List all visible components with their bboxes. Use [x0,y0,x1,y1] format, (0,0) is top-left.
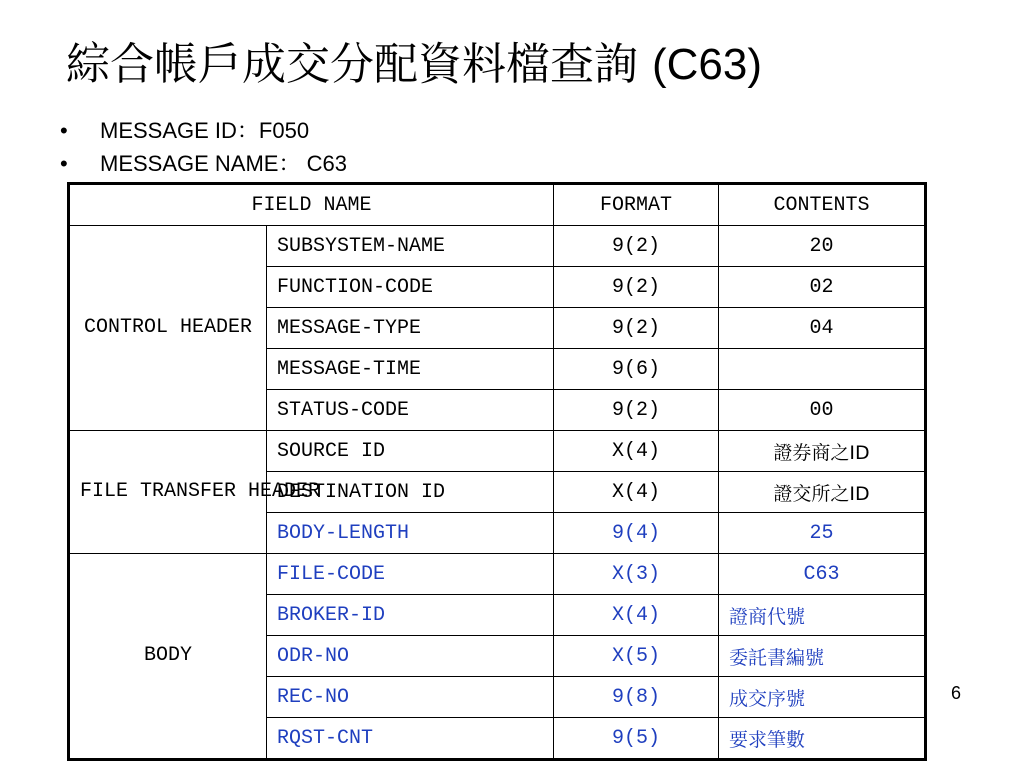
bullet-icon: • [60,118,68,143]
table-row [69,554,926,595]
contents-cell: 04 [719,308,926,349]
contents-cell: 成交序號 [719,677,926,718]
header-format: FORMAT [554,184,719,226]
group-control-header: CONTROL HEADER [69,226,267,431]
field-name-cell: REC-NO [267,677,554,718]
format-cell: X(4) [554,472,719,513]
field-name-cell: BROKER-ID [267,595,554,636]
format-cell: 9(8) [554,677,719,718]
slide-title [66,30,762,100]
contents-cell [719,349,926,390]
contents-cell: 20 [719,226,926,267]
field-name-cell: BODY-LENGTH [267,513,554,554]
format-cell: X(4) [554,595,719,636]
format-cell: 9(2) [554,390,719,431]
bullet-icon: • [60,151,68,176]
header-field-name: FIELD NAME [69,184,554,226]
contents-cell: 證券商之ID [719,431,926,472]
bullet-text: MESSAGE NAME： C63 [100,151,347,176]
format-cell: 9(4) [554,513,719,554]
contents-cell: 委託書編號 [719,636,926,677]
field-name-cell: FILE-CODE [267,554,554,595]
field-name-cell: FUNCTION-CODE [267,267,554,308]
field-name-cell: DESTINATION ID [267,472,554,513]
format-cell: 9(2) [554,308,719,349]
header-contents: CONTENTS [719,184,926,226]
contents-cell: 00 [719,390,926,431]
page-number: 6 [951,683,962,703]
group-body: BODY [69,554,267,760]
table-row [69,226,926,267]
format-cell: X(4) [554,431,719,472]
format-cell: 9(2) [554,267,719,308]
format-cell: 9(2) [554,226,719,267]
field-name-cell: RQST-CNT [267,718,554,760]
title-code: (C63) [652,40,763,89]
table-row [69,431,926,472]
contents-cell: 02 [719,267,926,308]
title-text: 綜合帳戶成交分配資料檔查詢 [66,39,638,90]
contents-cell: 證交所之ID [719,472,926,513]
contents-cell: 證商代號 [719,595,926,636]
message-format-table [67,182,927,761]
field-name-cell: STATUS-CODE [267,390,554,431]
group-file-transfer-header: FILE TRANSFER HEADER [69,431,267,554]
contents-cell: 25 [719,513,926,554]
bullet-text: MESSAGE ID：F050 [100,118,310,143]
format-cell: X(5) [554,636,719,677]
contents-cell: C63 [719,554,926,595]
bullet-message-name [60,147,347,180]
field-name-cell: SOURCE ID [267,431,554,472]
field-name-cell: MESSAGE-TIME [267,349,554,390]
contents-cell: 要求筆數 [719,718,926,760]
format-cell: 9(6) [554,349,719,390]
field-name-cell: SUBSYSTEM-NAME [267,226,554,267]
field-name-cell: MESSAGE-TYPE [267,308,554,349]
format-cell: X(3) [554,554,719,595]
format-cell: 9(5) [554,718,719,760]
field-name-cell: ODR-NO [267,636,554,677]
bullet-message-id [60,114,347,147]
table-header-row [69,184,926,226]
bullet-list [60,114,347,180]
